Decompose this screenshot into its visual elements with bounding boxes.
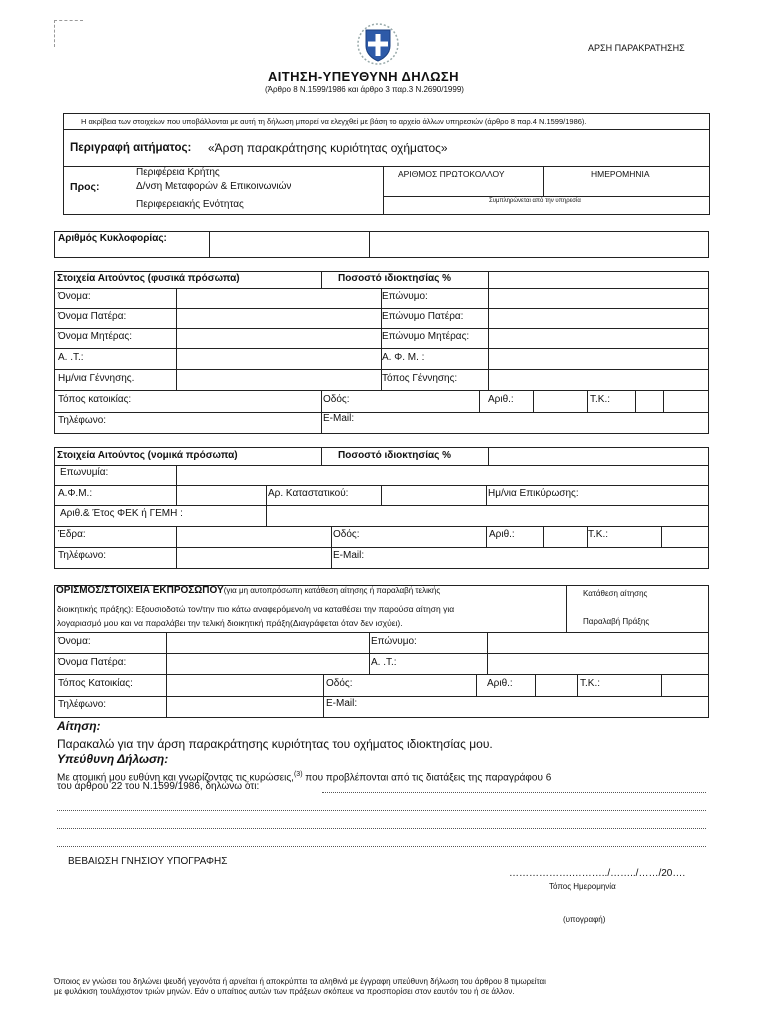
plate-number-field[interactable] <box>210 233 366 255</box>
legal-person-title: Στοιχεία Αιτούντος (νομικά πρόσωπα) <box>57 450 238 461</box>
declaration-line-2: του άρθρου 22 του Ν.1599/1986, δηλώνω ότι: <box>57 781 260 792</box>
street-number-field[interactable] <box>534 391 586 409</box>
rep-residence-field[interactable] <box>167 675 320 694</box>
surname-field[interactable] <box>489 289 706 306</box>
recipient-label: Προς: <box>70 181 100 193</box>
recipient-line-1: Περιφέρεια Κρήτης <box>136 167 220 178</box>
option-submit-application[interactable]: Κατάθεση αίτησης <box>583 589 648 598</box>
legal-afm-label: Α.Φ.Μ.: <box>58 488 93 499</box>
declaration-fill-line-1[interactable] <box>322 792 706 793</box>
legal-street-number-field[interactable] <box>545 527 585 545</box>
rep-phone-field[interactable] <box>167 697 320 715</box>
representative-title-note: (για μη αυτοπρόσωπη κατάθεση αίτησης ή παραλαβή τελικής <box>223 586 441 595</box>
surname-label: Επώνυμο: <box>382 291 428 302</box>
document-type-label: ΑΡΣΗ ΠΑΡΑΚΡΑΤΗΣΗΣ <box>588 43 685 53</box>
service-fill-note: Συμπληρώνεται από την υπηρεσία <box>489 198 581 204</box>
legal-email-label: E-Mail: <box>333 550 365 561</box>
rep-first-name-field[interactable] <box>167 633 366 651</box>
rep-street-field[interactable] <box>360 675 472 694</box>
recipient-line-3: Περιφερειακής Ενότητας <box>136 199 244 210</box>
page-subtitle: (Άρθρο 8 Ν.1599/1986 και άρθρο 3 παρ.3 Ν.2690/1999) <box>265 85 464 94</box>
rep-street-label: Οδός: <box>326 678 353 689</box>
rep-residence-label: Τόπος Κατοικίας: <box>58 678 133 689</box>
rep-father-name-field[interactable] <box>167 654 366 672</box>
declaration-fill-line-4[interactable] <box>57 846 706 847</box>
application-heading: Αίτηση: <box>57 719 101 733</box>
place-date-label: Τόπος Ημερομηνία <box>549 882 616 891</box>
rep-surname-label: Επώνυμο: <box>371 636 417 647</box>
birth-date-field[interactable] <box>177 370 379 388</box>
legal-email-field[interactable] <box>378 548 706 566</box>
mother-surname-field[interactable] <box>489 329 706 346</box>
representative-title-text: ΟΡΙΣΜΟΣ/ΣΤΟΙΧΕΙΑ ΕΚΠΡΟΣΩΠΟΥ <box>56 585 224 596</box>
first-name-label: Όνομα: <box>58 291 91 302</box>
postcode-label: Τ.Κ.: <box>590 394 611 405</box>
rep-first-name-label: Όνομα: <box>58 636 91 647</box>
legal-postcode-label: Τ.Κ.: <box>588 529 609 540</box>
representative-line2-b: ): Εξουσιοδοτώ τον/την πιο κάτω αναφερόμενο/η να καταθέσει την παρούσα αίτηση για <box>128 604 455 614</box>
protocol-date-field[interactable] <box>545 180 705 194</box>
greek-coat-of-arms-icon <box>355 22 401 66</box>
corner-mark <box>54 20 83 47</box>
id-card-field[interactable] <box>177 349 379 367</box>
email-field[interactable] <box>362 413 706 431</box>
declaration-fill-line-3[interactable] <box>57 828 706 829</box>
legal-street-field[interactable] <box>378 527 484 545</box>
protocol-number-label: ΑΡΙΘΜΟΣ ΠΡΩΤΟΚΟΛΛΟΥ <box>398 169 505 179</box>
request-description-label: Περιγραφή αιτήματος: <box>70 142 192 154</box>
mother-name-field[interactable] <box>177 329 379 346</box>
company-name-label: Επωνυμία: <box>60 467 109 478</box>
seat-field[interactable] <box>177 527 327 545</box>
rep-postcode-field[interactable] <box>662 675 706 694</box>
street-field[interactable] <box>356 391 478 409</box>
declaration-footnote-ref: (3) <box>293 771 303 778</box>
gazette-number-label: Αριθ.& Έτος ΦΕΚ ή ΓΕΜΗ : <box>60 508 183 519</box>
gazette-number-field[interactable] <box>268 506 706 524</box>
footer-note-line-2: με φυλάκιση τουλάχιστον τριών μηνών. Εάν ο υπαίτιος αυτών των πράξεων σκόπευε να προσπορίσει στον εαυτόν του ή σε άλλον. <box>54 987 515 996</box>
email-label: E-Mail: <box>323 413 355 424</box>
recipient-line-2: Δ/νση Μεταφορών & Επικοινωνιών <box>136 181 292 192</box>
request-description-value[interactable]: «Άρση παρακράτησης κυριότητας οχήματος» <box>208 141 448 155</box>
phone-field[interactable] <box>177 413 320 431</box>
ratification-date-field[interactable] <box>600 486 706 503</box>
declaration-line-1a: Με ατομική μου ευθύνη και γνωρίζοντας τις κυρώσεις, <box>57 772 294 784</box>
phone-label: Τηλέφωνο: <box>58 415 107 426</box>
legal-person-ownership-field[interactable] <box>490 449 706 463</box>
option-receive-act[interactable]: Παραλαβή Πράξης <box>583 617 650 626</box>
street-number-label: Αριθ.: <box>488 394 514 405</box>
rep-email-label: E-Mail: <box>326 698 358 709</box>
birth-place-label: Τόπος Γέννησης: <box>382 373 458 384</box>
declaration-heading: Υπεύθυνη Δήλωση: <box>57 752 169 766</box>
legal-street-number-label: Αριθ.: <box>489 529 515 540</box>
accuracy-notice: Η ακρίβεια των στοιχείων που υποβάλλονται με αυτή τη δήλωση μπορεί να ελεγχθεί με βάση το αρχείο άλλων υπηρεσιών (άρθρο 8 παρ.4 Ν.1599/1986). <box>81 117 587 126</box>
rep-street-number-label: Αριθ.: <box>487 678 513 689</box>
protocol-number-field[interactable] <box>385 180 541 194</box>
representative-authorization-line-3: λογαριασμό μου και να παραλάβει την τελική διοικητική πράξη(Διαγράφεται όταν δεν ισχύει). <box>57 618 403 628</box>
residence-field[interactable] <box>177 391 320 409</box>
natural-person-title: Στοιχεία Αιτούντος (φυσικά πρόσωπα) <box>57 273 240 284</box>
natural-person-ownership-label: Ποσοστό ιδιοκτησίας % <box>338 273 451 284</box>
page-title: ΑΙΤΗΣΗ-ΥΠΕΥΘΥΝΗ ΔΗΛΩΣΗ <box>268 69 459 84</box>
declaration-line-1b: που προβλέπονται από τις διατάξεις της παραγράφου 6 <box>302 772 552 784</box>
rep-phone-label: Τηλέφωνο: <box>58 699 107 710</box>
signature-verification-label: ΒΕΒΑΙΩΣΗ ΓΝΗΣΙΟΥ ΥΠΟΓΡΑΦΗΣ <box>68 856 228 867</box>
afm-label: Α. Φ. Μ. : <box>382 352 425 363</box>
father-surname-field[interactable] <box>489 309 706 326</box>
residence-label: Τόπος κατοικίας: <box>58 394 132 405</box>
natural-person-ownership-field[interactable] <box>490 273 706 286</box>
father-name-label: Όνομα Πατέρα: <box>58 311 127 322</box>
legal-postcode-field[interactable] <box>662 527 706 545</box>
legal-person-ownership-label: Ποσοστό ιδιοκτησίας % <box>338 450 451 461</box>
representative-title <box>56 585 440 597</box>
statute-number-field[interactable] <box>383 486 483 503</box>
rep-id-label: Α. .Τ.: <box>371 657 397 668</box>
legal-afm-field[interactable] <box>177 486 263 503</box>
company-name-field[interactable] <box>177 466 706 483</box>
rep-surname-field[interactable] <box>489 633 706 651</box>
first-name-field[interactable] <box>177 289 379 306</box>
ratification-date-label: Ημ/νια Επικύρωσης: <box>488 488 579 499</box>
id-card-label: Α. .Τ.: <box>58 352 84 363</box>
legal-phone-label: Τηλέφωνο: <box>58 550 107 561</box>
birth-place-field[interactable] <box>489 370 706 388</box>
postcode-field[interactable] <box>664 391 706 409</box>
declaration-fill-line-2[interactable] <box>57 810 706 811</box>
footer-note-line-1: Όποιος εν γνώσει του δηλώνει ψευδή γεγονότα ή αρνείται ή αποκρύπτει τα αληθινά με έγγραφη υπεύθυνη δήλωση του άρθρου 8 τιμωρείται <box>54 977 546 986</box>
father-surname-label: Επώνυμο Πατέρα: <box>382 311 464 322</box>
statute-number-label: Αρ. Καταστατικού: <box>268 488 349 499</box>
application-text: Παρακαλώ για την άρση παρακράτησης κυριότητας του οχήματος ιδιοκτησίας μου. <box>57 737 493 751</box>
rep-street-number-field[interactable] <box>536 675 574 694</box>
rep-father-name-label: Όνομα Πατέρα: <box>58 657 127 668</box>
legal-street-label: Οδός: <box>333 529 360 540</box>
representative-authorization-line-2 <box>57 603 454 615</box>
plate-number-label: Αριθμός Κυκλοφορίας: <box>58 233 167 244</box>
place-date-line[interactable]: ……………….………../……../……/20…. <box>509 868 686 879</box>
rep-email-field[interactable] <box>364 697 706 715</box>
plate-number-extra-field[interactable] <box>370 233 706 255</box>
mother-surname-label: Επώνυμο Μητέρας: <box>382 331 470 342</box>
signature-label: (υπογραφή) <box>563 915 606 924</box>
street-label: Οδός: <box>323 394 350 405</box>
mother-name-label: Όνομα Μητέρας: <box>58 331 132 342</box>
legal-phone-field[interactable] <box>177 548 327 566</box>
rep-id-field[interactable] <box>489 654 706 672</box>
birth-date-label: Ημ/νια Γέννησης. <box>58 373 135 384</box>
seat-label: Έδρα: <box>58 529 86 540</box>
rep-postcode-label: Τ.Κ.: <box>580 678 601 689</box>
afm-field[interactable] <box>489 349 706 367</box>
father-name-field[interactable] <box>177 309 379 326</box>
protocol-date-label: ΗΜΕΡΟΜΗΝΙΑ <box>591 169 650 179</box>
representative-line2-a: διοικητικής πράξης <box>57 604 129 614</box>
